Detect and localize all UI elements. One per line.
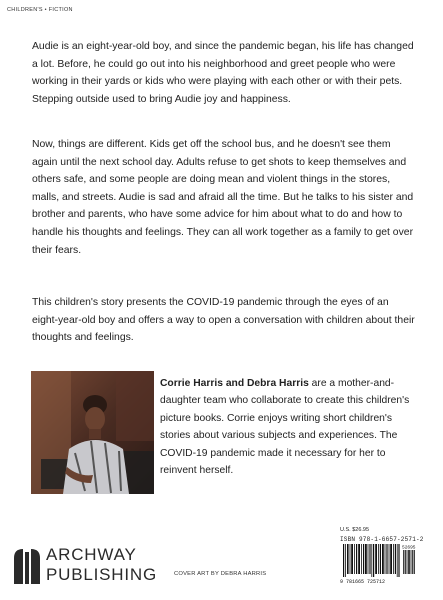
isbn-label: ISBN 978-1-6657-2571-2 [340, 536, 424, 543]
category-label: CHILDREN'S • FICTION [7, 7, 73, 13]
barcode [339, 544, 417, 586]
cover-art-credit: COVER ART BY DEBRA HARRIS [174, 571, 267, 577]
publisher-name-line1: ARCHWAY [46, 545, 137, 564]
author-names: Corrie Harris and Debra Harris [160, 378, 309, 389]
publisher-arch-icon [12, 546, 42, 584]
author-bio [160, 375, 422, 479]
blurb-paragraph-2: Now, things are different. Kids get off the school bus, and he doesn't see them again until the next school day. Adults refuse to get shots to keep themselves and others safe, and some people are doing mean and violent things in the stores, malls, and streets. Audie is sad and afraid all the time. But he talks to his sister and brother and parents, who have some advice for him about what to do and how to handle his thoughts and feelings. They can all work together as a family to get over their fears. [32, 139, 414, 256]
barcode-image [339, 544, 417, 586]
blurb-paragraph-3: This children's story presents the COVID-19 pandemic through the eyes of an eight-year-old boy and offers a way to open a conversation with children about their thoughts and feelings. [32, 297, 415, 344]
author-photo [31, 371, 154, 494]
author-photo-image [31, 371, 154, 494]
barcode-top-number: 52695 [402, 545, 416, 551]
barcode-bottom-number: 9 781665 725712 [340, 579, 386, 585]
publisher-name-line2: PUBLISHING [46, 565, 157, 584]
price-label: U.S. $26.95 [340, 527, 370, 533]
author-bio-text: are a mother-and-daughter team who collaborate to create this children's picture books. Corrie enjoys writing short children's stories about various subjects and experiences. The COVID-19 pandemic made it necessary for her to reinvent herself. [160, 378, 410, 477]
blurb-paragraph-1: Audie is an eight-year-old boy, and since the pandemic began, his life has changed a lot. Before, he could go out into his neighborhood and greet people who were working in their yards or kids who were playing with each other or with their pets. Stepping outside used to bring Audie joy and happiness. [32, 41, 414, 105]
publisher-logo [12, 545, 157, 585]
